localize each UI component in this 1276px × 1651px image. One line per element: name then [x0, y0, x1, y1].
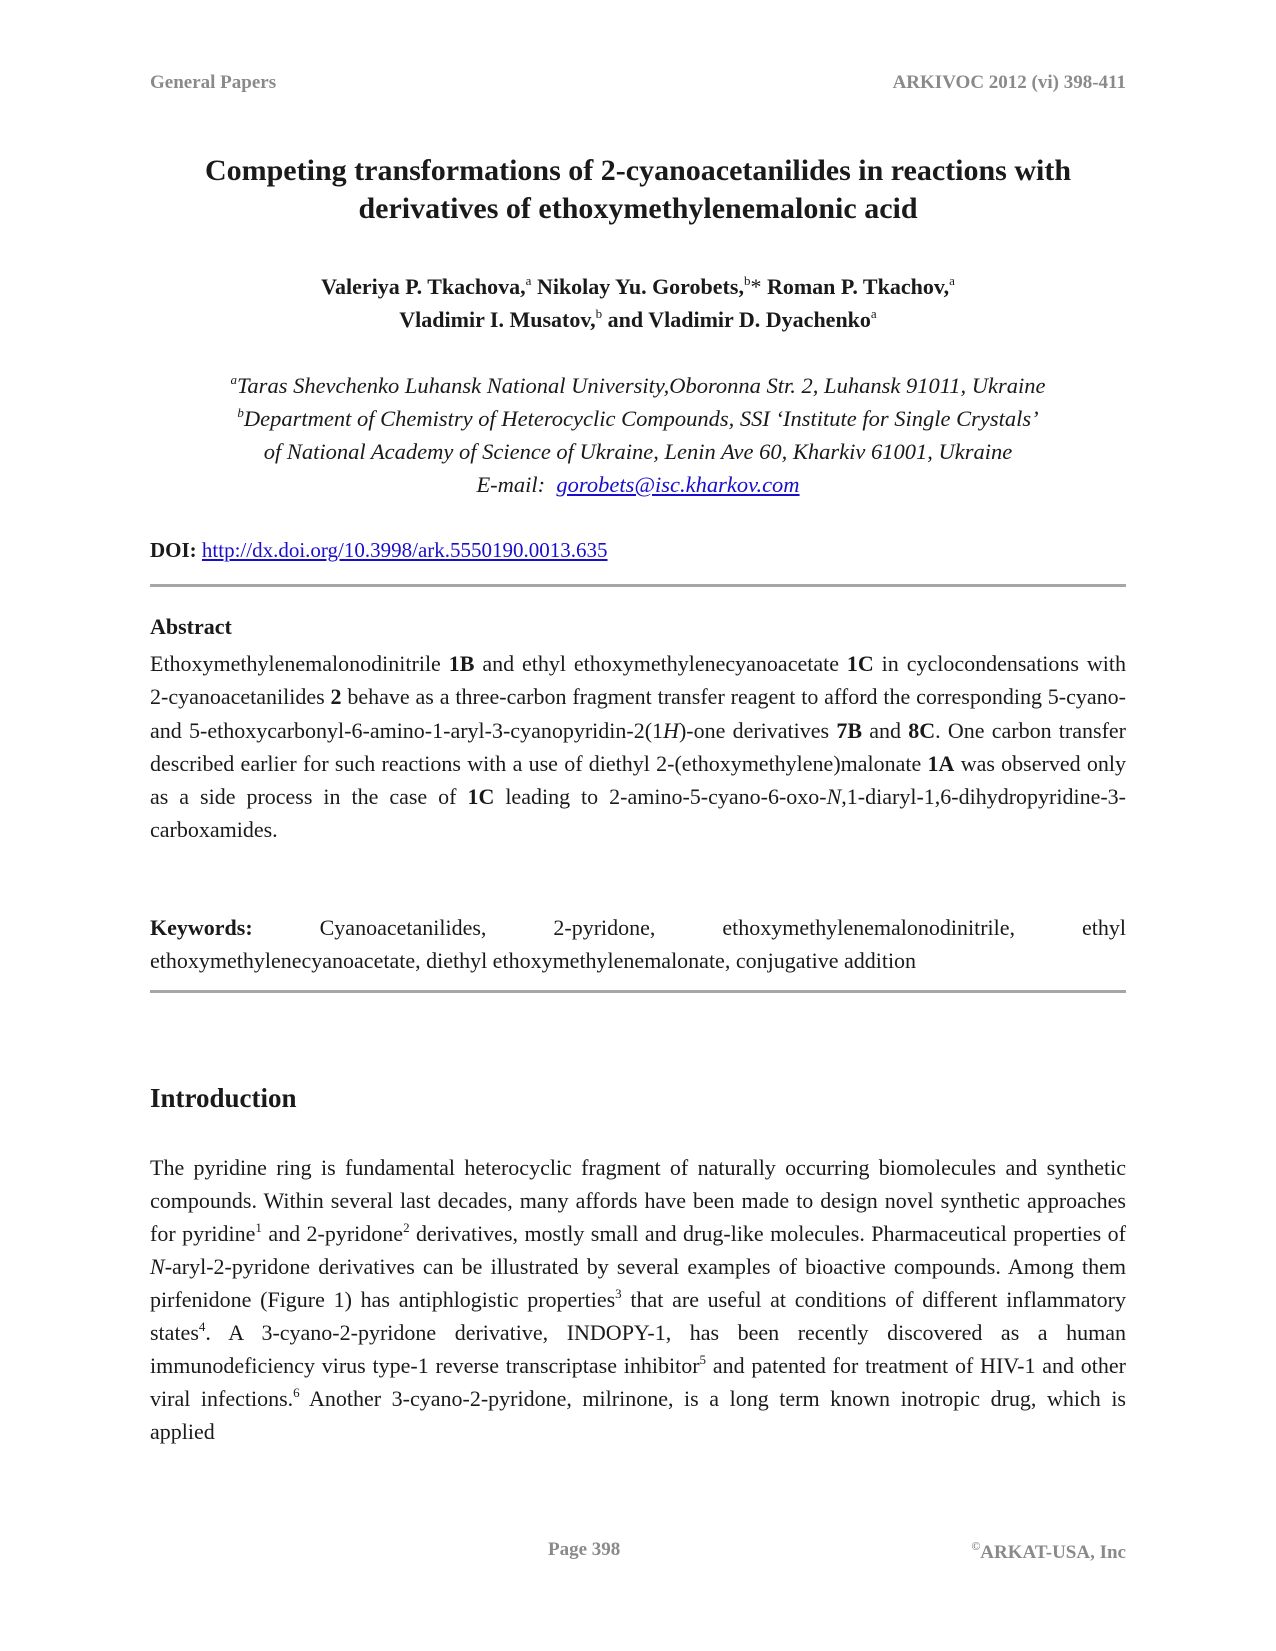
abstract-text — [150, 647, 1126, 847]
text-run: behave as a three-carbon fragment transfer reagent to afford the corresponding 5-cyano- and 5-ethoxycarbonyl-6-amino-1-aryl-3-cyanopyridin-2(1 — [150, 684, 1126, 743]
affiliation-marker: a — [230, 372, 237, 387]
text-run: in cyclocondensations with 2-cyanoacetanilides — [150, 651, 1127, 710]
citation-ref: 4 — [198, 1319, 206, 1334]
text-run: leading to 2-amino-5-cyano-6-oxo- — [494, 784, 827, 810]
text-run: Ethoxymethylenemalonodinitrile — [150, 651, 449, 676]
author-affiliation-marker: b — [595, 306, 603, 321]
author-affiliation-marker: a — [949, 273, 955, 288]
text-run: The pyridine ring is fundamental heterocyclic fragment of naturally occurring biomolecules and synthetic compounds. Within several last decades, many affords have been made to design novel synthetic approaches for pyridine — [150, 1155, 1126, 1246]
affiliation-text: Department of Chemistry of Heterocyclic Compounds, SSI ‘Institute for Single Crystals’ — [243, 406, 1039, 431]
citation-ref: 5 — [699, 1352, 707, 1367]
affiliation-b — [150, 402, 1126, 435]
affiliations — [150, 369, 1126, 501]
keywords-text: Cyanoacetanilides, 2-pyridone, ethoxymethylenemalonodinitrile, ethyl ethoxymethylenecyanoacetate, diethyl ethoxymethylenemalonate, conjugative addition — [150, 915, 1126, 973]
copyright-symbol: © — [971, 1539, 981, 1553]
text-run: . A 3-cyano-2-pyridone derivative, INDOPY-1, has been recently discovered as a human immunodeficiency virus type-1 reverse transcriptase inhibitor — [150, 1320, 1126, 1378]
author-name: Valeriya P. Tkachova, — [321, 274, 526, 299]
citation-ref: 6 — [293, 1385, 300, 1400]
doi-line — [150, 538, 608, 563]
affiliation-a — [150, 369, 1126, 402]
copyright — [971, 1539, 1126, 1564]
introduction-text — [150, 1151, 1126, 1448]
compound-label: 1C — [467, 784, 495, 810]
author-affiliation-marker: a — [870, 306, 877, 321]
author-name: Roman P. Tkachov, — [761, 274, 950, 299]
abstract-heading: Abstract — [150, 614, 232, 639]
italic-run: N — [826, 784, 842, 810]
text-run: . One carbon transfer described earlier for such reactions with a use of diethyl 2-(ethoxymethylene)malonate — [150, 717, 1126, 776]
compound-label: 2 — [330, 684, 342, 710]
keywords — [150, 911, 1126, 977]
author-name: and Vladimir D. Dyachenko — [602, 307, 871, 332]
doi-link[interactable]: http://dx.doi.org/10.3998/ark.5550190.0013.635 — [201, 538, 608, 562]
text-run: and 2-pyridone — [261, 1221, 404, 1246]
text-run: and — [862, 717, 909, 743]
author-affiliation-marker: b — [743, 273, 751, 288]
affiliation-text: Taras Shevchenko Luhansk National University,Oboronna Str. 2, Luhansk 91011, Ukraine — [236, 373, 1046, 398]
running-header-journal: ARKIVOC 2012 (vi) 398-411 — [892, 72, 1126, 93]
text-run: ,1-diaryl-1,6-dihydropyridine-3-carboxamides. — [150, 784, 1126, 843]
citation-ref: 2 — [403, 1220, 410, 1235]
text-run: and patented for treatment of HIV-1 and other viral infections. — [150, 1353, 1126, 1411]
paper-title — [150, 152, 1126, 228]
italic-run: H — [663, 717, 679, 743]
italic-run: N — [150, 1254, 165, 1279]
page-number: Page 398 — [548, 1539, 621, 1560]
text-run: that are useful at conditions of different inflammatory states — [150, 1287, 1126, 1345]
corresponding-author-star: * — [750, 274, 762, 299]
divider-bottom — [150, 990, 1126, 993]
author-list — [150, 270, 1126, 336]
introduction-heading: Introduction — [150, 1083, 297, 1113]
text-run: )-one derivatives — [678, 717, 837, 743]
email-link[interactable]: gorobets@isc.kharkov.com — [556, 472, 800, 497]
author-line-2 — [150, 303, 1126, 336]
compound-label: 7B — [836, 717, 863, 743]
doi-label: DOI: — [150, 538, 197, 562]
author-affiliation-marker: a — [525, 273, 532, 288]
compound-label: 8C — [908, 717, 936, 743]
author-name: Vladimir I. Musatov, — [399, 307, 596, 332]
title-line-2: derivatives of ethoxymethylenemalonic acid — [358, 192, 918, 225]
compound-label: 1B — [448, 651, 475, 676]
author-name: Nikolay Yu. Gorobets, — [531, 274, 744, 299]
compound-label: 1A — [927, 750, 955, 776]
running-header-section: General Papers — [150, 72, 277, 93]
text-run: was observed only as a side process in the case of — [150, 750, 1126, 810]
author-line-1 — [150, 270, 1126, 303]
divider-top — [150, 584, 1126, 587]
citation-ref: 3 — [615, 1286, 622, 1301]
compound-label: 1C — [846, 651, 874, 676]
text-run: and ethyl ethoxymethylenecyanoacetate — [474, 651, 847, 676]
affiliation-b-cont: of National Academy of Science of Ukraine, Lenin Ave 60, Kharkiv 61001, Ukraine — [263, 439, 1013, 464]
copyright-text: ARKAT-USA, Inc — [980, 1542, 1126, 1563]
text-run: Another 3-cyano-2-pyridone, milrinone, is a long term known inotropic drug, which is applied — [150, 1386, 1126, 1444]
citation-ref: 1 — [255, 1220, 262, 1235]
keywords-label: Keywords: — [150, 915, 253, 940]
affiliation-marker: b — [237, 405, 244, 420]
text-run: derivatives, mostly small and drug-like molecules. Pharmaceutical properties of — [409, 1221, 1127, 1246]
email-line — [150, 468, 1126, 501]
title-line-1: Competing transformations of 2-cyanoacetanilides in reactions with — [204, 154, 1072, 187]
text-run: -aryl-2-pyridone derivatives can be illustrated by several examples of bioactive compounds. Among them pirfenidone (Figure 1) has antiphlogistic properties — [150, 1254, 1126, 1312]
email-label: E-mail: — [476, 472, 557, 497]
